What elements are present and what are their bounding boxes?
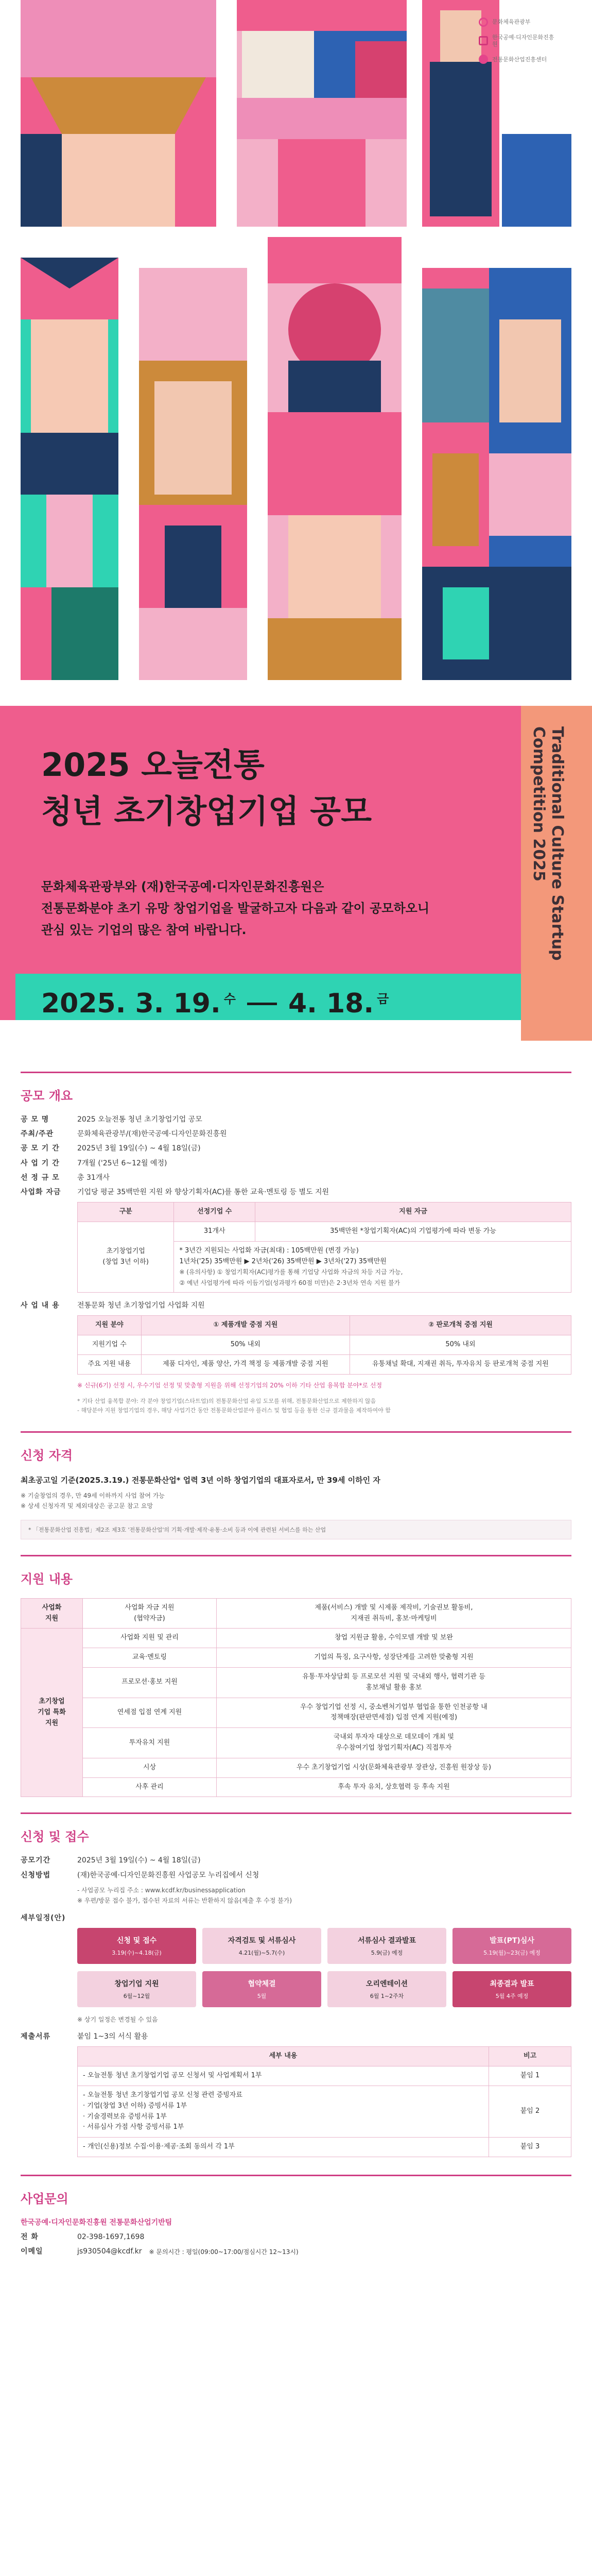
schedule-step (77, 1971, 196, 2007)
step-title: 자격검토 및 서류심사 (228, 1936, 296, 1945)
support-desc: 우수 초기창업기업 시상(문화체육관광부 장관상, 진흥원 원장상 등) (217, 1758, 571, 1777)
support-sub: 연세점 입점 연계 지원 (83, 1698, 217, 1728)
doc-note: 붙임 1 (489, 2066, 571, 2086)
field-header: 지원 분야 (78, 1316, 142, 1335)
row-value: 문화체육관광부/(재)한국공예·디자인문화진흥원 (77, 1130, 227, 1139)
support-sub: 사후 관리 (83, 1777, 217, 1797)
table-row (21, 1728, 571, 1758)
row-value: (재)한국공예·디자인문화진흥원 사업공모 누리집에서 신청 (77, 1871, 259, 1879)
support-desc: 유통·투자상담회 등 프로모션 지원 및 국내외 행사, 협력기관 등 홍보채널 활용 홍보 (217, 1668, 571, 1698)
apply-method-note: ※ 우편/방문 접수 불가, 접수된 자료의 서류는 반환하지 않음(제출 후 수정 불가) (77, 1897, 292, 1905)
doc-desc: - 오늘전통 청년 초기창업기업 공모 신청 관련 증빙자료 · 기업(창업 3년 이하) 증빙서류 1부 · 기술경력보유 증빙서류 1부 · 서류심사 가점 사항 증빙서류 1부 (78, 2086, 489, 2137)
row-key: 주최/주관 (21, 1130, 54, 1139)
docs-row (21, 2032, 571, 2041)
field-cell: 유통채널 확대, 지재권 취득, 투자유치 등 판로개척 중점 지원 (350, 1354, 571, 1374)
fund-header-amount: 지원 자금 (255, 1202, 571, 1222)
schedule-step (452, 1928, 571, 1964)
field-cell: 50% 내외 (141, 1335, 350, 1355)
overview-row (21, 1188, 571, 1197)
table-row (78, 2138, 571, 2157)
fund-table (77, 1202, 571, 1293)
support-table (21, 1598, 571, 1798)
row-value: 2025년 3월 19일(수) ~ 4월 18일(금) (77, 1144, 201, 1153)
overview-row (21, 1159, 571, 1168)
step-title: 창업기업 지원 (114, 1979, 159, 1988)
schedule-step (202, 1928, 321, 1964)
desc-line2: 전통문화분야 초기 유망 창업기업을 발굴하고자 다음과 같이 공모하오니 (41, 901, 430, 916)
support-desc: 기업의 특징, 요구사항, 성장단계를 고려한 맞춤형 지원 (217, 1648, 571, 1668)
table-row (21, 1648, 571, 1668)
schedule-step (77, 1928, 196, 1964)
row-key: 신청방법 (21, 1871, 51, 1879)
step-title: 협약체결 (248, 1979, 276, 1988)
support-category: 초기창업 기업 특화 지원 (21, 1629, 83, 1797)
step-title: 오리엔테이션 (365, 1979, 408, 1988)
row-value: 총 31개사 (77, 1173, 110, 1182)
schedule-step (202, 1971, 321, 2007)
contact-email-row (21, 2247, 571, 2257)
support-sub: 교육·멘토링 (83, 1648, 217, 1668)
step-date: 4.21(월)~5.7(수) (238, 1949, 285, 1956)
phone-label: 전 화 (21, 2233, 39, 2242)
doc-note: 붙임 2 (489, 2086, 571, 2137)
fund-header-count: 선정기업 수 (174, 1202, 255, 1222)
main-title-line1: 2025 오늘전통 (41, 746, 265, 784)
desc-line3: 관심 있는 기업의 많은 참여 바랍니다. (41, 923, 247, 937)
docs-intro: 붙임 1~3의 서식 활용 (77, 2032, 148, 2041)
support-desc: 우수 창업기업 선정 시, 중소벤처기업부 협업을 통한 인천공항 내 정책매장(판판면세점) 입점 연계 지원(예정) (217, 1698, 571, 1728)
main-title-line2: 청년 초기창업기업 공모 (41, 792, 372, 830)
row-value: 2025년 3월 19일(수) ~ 4월 18일(금) (77, 1856, 201, 1865)
step-date: 5월 (257, 1992, 267, 1999)
field-cell: 50% 내외 (350, 1335, 571, 1355)
docs-header: 비고 (489, 2047, 571, 2066)
doc-desc: - 개인(신용)정보 수집·이용·제공·조회 동의서 각 1부 (78, 2138, 489, 2157)
table-row (21, 1668, 571, 1698)
docs-header: 세부 내용 (78, 2047, 489, 2066)
step-title: 최종결과 발표 (490, 1979, 534, 1988)
field-label: 사 업 내 용 (21, 1301, 60, 1310)
contact-title: 사업문의 (21, 2191, 68, 2206)
table-row (21, 1758, 571, 1777)
main-title (41, 742, 372, 835)
step-date: 6월~12월 (123, 1992, 150, 1999)
support-sub: 시상 (83, 1758, 217, 1777)
date-start-day: 수 (223, 992, 236, 1006)
schedule-steps-row1 (77, 1928, 571, 1964)
contact-org: 한국공예·디자인문화진흥원 전통문화산업기반팀 (21, 2218, 172, 2227)
table-row (21, 1777, 571, 1797)
row-value: 기업당 평균 35백만원 지원 와 향상기획자(AC)를 통한 교육·멘토링 등 별도 지원 (77, 1188, 329, 1196)
doc-note: 붙임 3 (489, 2138, 571, 2157)
apply-row (21, 1871, 571, 1880)
contact-section (21, 2175, 571, 2294)
email-value[interactable]: js930504@kcdf.kr (77, 2247, 142, 2256)
overview-row (21, 1144, 571, 1153)
support-sub: 사업화 지원 및 관리 (83, 1629, 217, 1648)
overview-row (21, 1129, 571, 1139)
logo-ministry (479, 18, 556, 27)
support-sub: 투자유치 지원 (83, 1728, 217, 1758)
support-desc: 국내외 투자자 대상으로 데모데이 개최 및 우수참여기업 창업기획자(AC) 직접투자 (217, 1728, 571, 1758)
hero-artwork (0, 0, 592, 706)
schedule-step (327, 1928, 446, 1964)
fund-detail-line: 1년차('25) 35백만원 ▶ 2년차('26) 35백만원 ▶ 3년차('27) 35백만원 (179, 1257, 387, 1265)
fund-detail-line: ※ (유의사항) ① 창업기획자(AC)평가를 통해 기업당 사업화 자금의 차등 지급 가능, (179, 1268, 403, 1276)
field-small-note: * 기타 산업 융복합 분야: 각 분야 창업기업(스타트업)의 전통문화산업 유입 도모를 위해, 전통문화산업으로 제한하지 않음 (77, 1397, 376, 1404)
docs-label: 제출서류 (21, 2032, 51, 2041)
docs-table (77, 2046, 571, 2157)
overview-title: 공모 개요 (21, 1089, 73, 1103)
field-table-box (77, 1315, 571, 1416)
overview-row (21, 1115, 571, 1124)
row-value: 2025 오늘전통 청년 초기창업기업 공모 (77, 1115, 202, 1124)
qualification-footnote-box: * 「전통문화산업 진흥법」제2조 제3호 '전통문화산업'의 기획·개발·제작·유통·소비 등과 이에 관련된 서비스를 하는 산업 (21, 1520, 571, 1539)
support-title: 지원 내용 (21, 1571, 73, 1586)
table-row (21, 1629, 571, 1648)
schedule-note: ※ 상기 일정은 변경될 수 있음 (77, 2015, 158, 2023)
title-banner (0, 706, 592, 1056)
side-english-title: Traditional Culture Startup Competition 2025 (530, 726, 566, 961)
table-row (78, 2066, 571, 2086)
apply-row (21, 1856, 571, 1865)
schedule-steps-row2 (77, 1971, 571, 2007)
qualification-note: ※ 기술창업의 경우, 만 49세 이하까지 사업 참여 가능 (21, 1492, 165, 1500)
date-dash (247, 1003, 277, 1005)
organizer-logos (479, 18, 556, 71)
logo-kcdf (479, 34, 556, 47)
fund-table-box (77, 1202, 571, 1293)
application-period (41, 988, 389, 1019)
field-small-note: - 해당분야 지원 창업기업의 경우, 해당 사업기간 동안 전통문화산업분야 플러스 및 협업 등을 통한 신규 결과물을 제작하여야 함 (77, 1407, 391, 1414)
field-intro: 전통문화 청년 초기창업기업 사업화 지원 (77, 1301, 205, 1310)
doc-desc: - 오늘전통 청년 초기창업기업 공모 신청서 및 사업계획서 1부 (78, 2066, 489, 2086)
fund-detail-line: ② 예년 사업평가에 따라 이듬기업(성과평가 60점 미만)은 2·3년차 연속 지원 불가 (179, 1279, 401, 1286)
date-end: 4. 18. (288, 988, 374, 1019)
kcdf-logo-icon (479, 36, 488, 45)
field-note: ※ 신규(6기) 선정 시, 우수기업 선정 및 맞춤형 지원을 위해 선정기업의 20% 이하 기타 산업 융복합 분야*로 선정 (77, 1381, 382, 1389)
banner-description (41, 876, 429, 941)
table-row (78, 2086, 571, 2137)
fund-detail-line: * 3년간 지원되는 사업화 자금(최대) : 105백만원 (변경 가능) (179, 1246, 359, 1255)
support-desc: 후속 투자 유치, 상호협력 등 후속 지원 (217, 1777, 571, 1797)
support-sub: 프로모션·홍보 지원 (83, 1668, 217, 1698)
geometric-pattern-art (0, 0, 592, 706)
logo-center (479, 55, 556, 64)
field-small-notes (77, 1397, 571, 1416)
logo-center-text: 전통문화산업진흥센터 (492, 56, 547, 63)
field-row (21, 1301, 571, 1310)
qualification-note: ※ 상세 신청자격 및 제외대상은 공고문 참고 요망 (21, 1502, 153, 1510)
table-row (21, 1698, 571, 1728)
schedule-row (21, 1913, 571, 1923)
field-header: ② 판로개척 중점 지원 (350, 1316, 571, 1335)
field-header: ① 제품개발 중점 지원 (141, 1316, 350, 1335)
support-desc: 창업 지원금 활용, 수익모델 개발 및 보완 (217, 1629, 571, 1648)
schedule-label: 세부일정(안) (21, 1913, 66, 1922)
phone-value: 02-398-1697,1698 (77, 2233, 145, 2242)
step-date: 5.9(금) 예정 (371, 1949, 403, 1956)
field-cell: 지원기업 수 (78, 1335, 142, 1355)
row-key: 사 업 기 간 (21, 1159, 60, 1167)
row-key: 공 모 명 (21, 1115, 49, 1124)
qualification-main: 최초공고일 기준(2025.3.19.) 전통문화산업* 업력 3년 이하 창업기업의 대표자로서, 만 39세 이하인 자 (21, 1476, 380, 1485)
row-value: 7개월 ('25년 6~12월 예정) (77, 1159, 167, 1167)
banner-bottom-strip (0, 1020, 592, 1056)
contact-hours: ※ 문의시간 : 평일(09:00~17:00/점심시간 12~13시) (149, 2248, 299, 2256)
ministry-logo-icon (479, 18, 488, 27)
row-key: 공모기간 (21, 1856, 51, 1865)
fund-amount: 35백만원 *창업기획자(AC)의 기업평가에 따라 변동 가능 (255, 1222, 571, 1241)
overview-row (21, 1173, 571, 1182)
fund-header-category: 구분 (78, 1202, 174, 1222)
step-title: 서류심사 결과발표 (357, 1936, 416, 1945)
field-cell: 주요 지원 내용 (78, 1354, 142, 1374)
docs-table-box (77, 2046, 571, 2157)
fund-count: 31개사 (174, 1222, 255, 1241)
email-label: 이메일 (21, 2247, 43, 2256)
field-table (77, 1315, 571, 1374)
support-section (21, 1555, 571, 1798)
logo-kcdf-text: 한국공예·디자인문화진흥원 (492, 34, 554, 48)
step-date: 6월 1~2주차 (370, 1992, 404, 1999)
schedule-step (327, 1971, 446, 2007)
apply-section (21, 1812, 571, 2157)
qualification-title: 신청 자격 (21, 1448, 73, 1463)
support-sub: 사업화 자금 지원 (협약자금) (83, 1598, 217, 1629)
date-start: 2025. 3. 19. (41, 988, 221, 1019)
row-key: 공 모 기 간 (21, 1144, 60, 1153)
qualification-section (21, 1431, 571, 1539)
step-date: 5.19(월)~23(금) 예정 (483, 1949, 541, 1956)
step-date: 3.19(수)~4.18(금) (112, 1949, 162, 1956)
apply-url-line[interactable]: - 사업공모 누리집 주소 : www.kcdf.kr/businessapplication (77, 1886, 246, 1894)
fund-category: 초기창업기업 (창업 3년 이하) (78, 1222, 174, 1292)
step-title: 발표(PT)심사 (490, 1936, 534, 1945)
fund-details (174, 1241, 571, 1292)
row-key: 선 정 규 모 (21, 1173, 60, 1182)
support-desc: 제품(서비스) 개발 및 시제품 제작비, 기술권보 활동비, 지재권 취득비, 홍보·마케팅비 (217, 1598, 571, 1629)
row-key: 사업화 자금 (21, 1188, 61, 1196)
support-category: 사업화 지원 (21, 1598, 83, 1629)
apply-title: 신청 및 접수 (21, 1829, 89, 1844)
desc-line1: 문화체육관광부와 (재)한국공예·디자인문화진흥원은 (41, 879, 324, 894)
overview-section (21, 1072, 571, 1416)
field-cell: 제품 디자인, 제품 양산, 가격 책정 등 제품개발 중점 지원 (141, 1354, 350, 1374)
step-title: 신청 및 접수 (116, 1936, 157, 1945)
contact-phone-row (21, 2232, 571, 2242)
date-end-day: 금 (377, 992, 389, 1006)
logo-ministry-text: 문화체육관광부 (492, 19, 531, 26)
schedule-step (452, 1971, 571, 2007)
center-logo-icon (479, 55, 488, 64)
step-date: 5월 4주 예정 (495, 1992, 529, 1999)
table-row (21, 1598, 571, 1629)
